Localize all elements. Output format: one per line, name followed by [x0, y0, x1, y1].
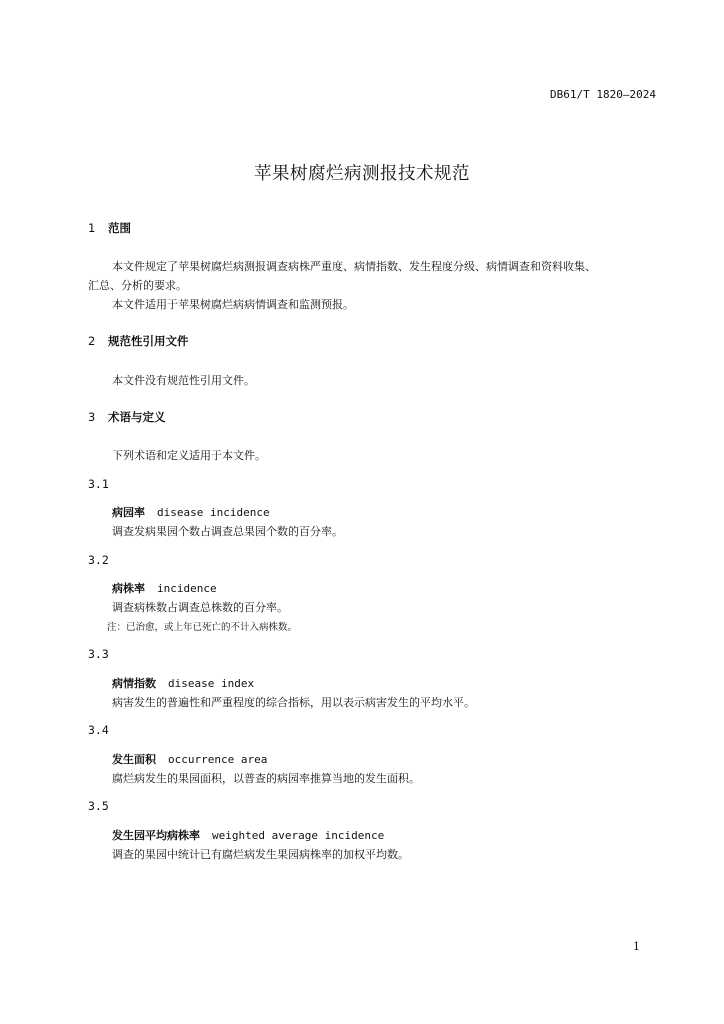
term-number: 3.5: [88, 799, 109, 813]
section-title: 规范性引用文件: [108, 334, 189, 348]
term-number: 3.2: [88, 553, 109, 567]
term-cn: 发生园平均病株率: [112, 829, 200, 842]
section-number: 2: [88, 334, 96, 348]
page-title: 苹果树腐烂病测报技术规范: [254, 164, 470, 184]
term-title: [112, 675, 254, 691]
term-number: 3.3: [88, 647, 109, 661]
term-definition: 腐烂病发生的果园面积，以普查的病园率推算当地的发生面积。: [112, 772, 420, 785]
paragraph: 本文件规定了苹果树腐烂病测报调查病株严重度、病情指数、发生程度分级、病情调查和资料收集、: [112, 260, 596, 273]
term-cn: 病株率: [112, 582, 145, 595]
term-title: [112, 827, 384, 843]
term-cn: 病园率: [112, 506, 145, 519]
page-number: 1: [633, 940, 640, 953]
paragraph: 下列术语和定义适用于本文件。: [112, 449, 266, 462]
term-title: [112, 504, 270, 520]
term-en: weighted average incidence: [212, 829, 385, 842]
term-en: incidence: [157, 582, 217, 595]
section-title: 范围: [108, 221, 131, 235]
term-definition: 病害发生的普遍性和严重程度的综合指标，用以表示病害发生的平均水平。: [112, 696, 475, 709]
term-definition: 调查病株数占调查总株数的百分率。: [112, 601, 288, 614]
section-number: 1: [88, 221, 96, 235]
paragraph: 汇总、分析的要求。: [88, 279, 187, 292]
term-cn: 病情指数: [112, 677, 156, 690]
term-en: disease incidence: [157, 506, 270, 519]
term-note: 注：已治愈，或上年已死亡的不计入病株数。: [107, 622, 298, 633]
section-1-heading: [88, 220, 131, 236]
section-number: 3: [88, 410, 96, 424]
term-definition: 调查发病果园个数占调查总果园个数的百分率。: [112, 525, 343, 538]
paragraph: 本文件没有规范性引用文件。: [112, 374, 255, 387]
term-definition: 调查的果园中统计已有腐烂病发生果园病株率的加权平均数。: [112, 848, 409, 861]
term-title: [112, 751, 267, 767]
term-en: occurrence area: [168, 753, 268, 766]
section-2-heading: [88, 333, 189, 349]
section-title: 术语与定义: [108, 410, 166, 424]
term-number: 3.4: [88, 723, 109, 737]
paragraph: 本文件适用于苹果树腐烂病病情调查和监测预报。: [112, 298, 354, 311]
document-number: DB61/T 1820—2024: [550, 88, 656, 101]
section-3-heading: [88, 409, 166, 425]
term-number: 3.1: [88, 477, 109, 491]
term-title: [112, 580, 217, 596]
term-en: disease index: [168, 677, 255, 690]
term-cn: 发生面积: [112, 753, 156, 766]
